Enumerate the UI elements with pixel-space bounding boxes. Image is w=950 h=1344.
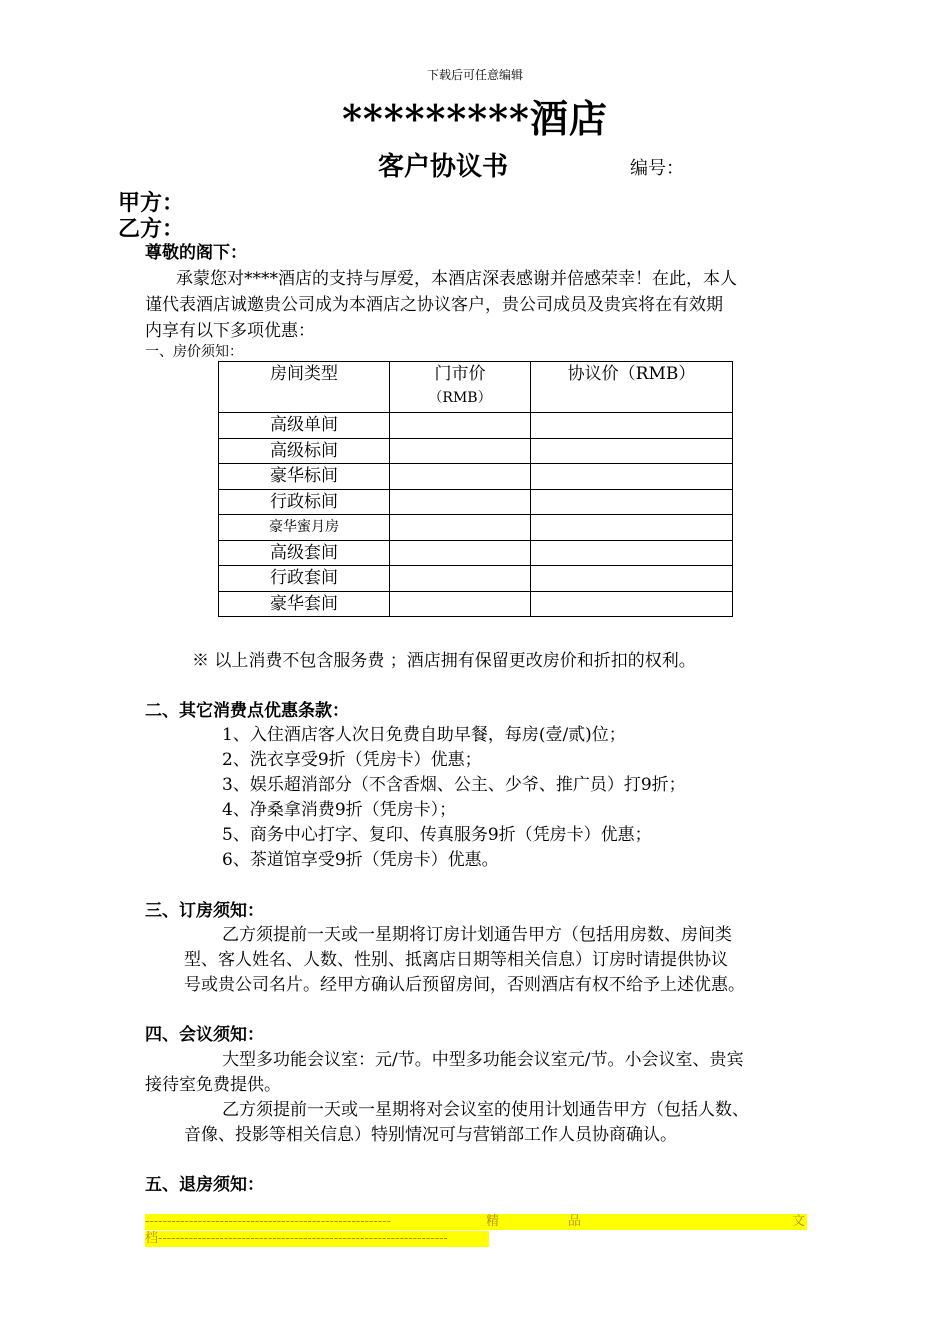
- section4-p2-line-1: 乙方须提前一天或一星期将对会议室的使用计划通告甲方（包括人数、: [222, 1100, 749, 1120]
- room-type-cell: 行政标间: [219, 489, 390, 515]
- footer-char-3: 文: [792, 1214, 806, 1229]
- header-room-type: 房间类型: [219, 362, 390, 413]
- document-subtitle: 客户协议书: [378, 152, 509, 182]
- section4-p1-line-2: 接待室免费提供。: [145, 1075, 281, 1095]
- party-a-label: 甲方：: [118, 190, 185, 216]
- table-header-row: [219, 362, 733, 413]
- section3-line-2: 型、客人姓名、人数、性别、抵离店日期等相关信息）订房时请提供协议: [184, 950, 728, 970]
- section1-title: 一、房价须知：: [145, 344, 243, 360]
- room-type-cell: 豪华蜜月房: [219, 515, 390, 541]
- section3-line-3: 号或贵公司名片。经甲方确认后预留房间，否则酒店有权不给予上述优惠。: [184, 975, 745, 995]
- table-row: [219, 438, 733, 464]
- intro-line-3: 内享有以下多项优惠：: [145, 321, 315, 341]
- header-rack-rate: [390, 362, 531, 413]
- table-row: [219, 464, 733, 490]
- room-type-cell: 高级单间: [219, 413, 390, 439]
- footer-line-2: 档------------------------------------------------------------------: [145, 1231, 448, 1246]
- list-item: 3、娱乐超消部分（不含香烟、公主、少爷、推广员）打9折；: [222, 775, 686, 795]
- section5-title: 五、退房须知：: [145, 1175, 264, 1195]
- room-type-cell: 高级标间: [219, 438, 390, 464]
- header-rack-rate-unit: （RMB）: [428, 390, 492, 406]
- table-row: [219, 515, 733, 541]
- header-agreed-rate: 协议价（RMB）: [531, 362, 733, 413]
- section3-title: 三、订房须知：: [145, 901, 264, 921]
- greeting: 尊敬的阁下：: [145, 243, 247, 263]
- section4-title: 四、会议须知：: [145, 1025, 264, 1045]
- header-note: 下载后可任意编辑: [426, 68, 523, 82]
- table-row: [219, 413, 733, 439]
- party-b-label: 乙方：: [118, 216, 185, 242]
- room-type-cell: 豪华标间: [219, 464, 390, 490]
- table-row: [219, 489, 733, 515]
- list-item: 5、商务中心打字、复印、传真服务9折（凭房卡）优惠；: [222, 825, 652, 845]
- table-row: [219, 566, 733, 592]
- footer-char-1: 精: [486, 1214, 500, 1229]
- section4-p2-line-2: 音像、投影等相关信息）特别情况可与营销部工作人员协商确认。: [184, 1125, 677, 1145]
- page-title: *********酒店: [342, 96, 608, 141]
- intro-line-2: 谨代表酒店诚邀贵公司成为本酒店之协议客户，贵公司成员及贵宾将在有效期: [145, 295, 723, 315]
- pricing-note: ※ 以上消费不包含服务费 ；酒店拥有保留更改房价和折扣的权利。: [192, 651, 696, 671]
- footer-char-2: 品: [568, 1214, 582, 1229]
- list-item: 6、茶道馆享受9折（凭房卡）优惠。: [222, 850, 499, 870]
- section4-p1-line-1: 大型多功能会议室：元/节。中型多功能会议室元/节。小会议室、贵宾: [222, 1050, 744, 1070]
- room-rate-table: [218, 361, 733, 617]
- list-item: 1、入住酒店客人次日免费自助早餐，每房(壹/贰)位；: [222, 725, 626, 745]
- section3-line-1: 乙方须提前一天或一星期将订房计划通告甲方（包括用房数、房间类: [222, 925, 732, 945]
- list-item: 4、净桑拿消费9折（凭房卡）；: [222, 800, 457, 820]
- list-item: 2、洗衣享受9折（凭房卡）优惠；: [222, 750, 482, 770]
- section2-title: 二、其它消费点优惠条款：: [145, 701, 349, 721]
- room-type-cell: 高级套间: [219, 540, 390, 566]
- header-rack-rate-label: 门市价: [434, 364, 486, 384]
- number-label: 编号：: [630, 158, 684, 179]
- table-row: [219, 540, 733, 566]
- table-row: [219, 591, 733, 617]
- intro-line-1: 承蒙您对****酒店的支持与厚爱，本酒店深表感谢并倍感荣幸！在此，本人: [176, 269, 737, 289]
- footer-dashes: --------------------------------------------------------: [145, 1214, 391, 1229]
- room-type-cell: 豪华套间: [219, 591, 390, 617]
- room-type-cell: 行政套间: [219, 566, 390, 592]
